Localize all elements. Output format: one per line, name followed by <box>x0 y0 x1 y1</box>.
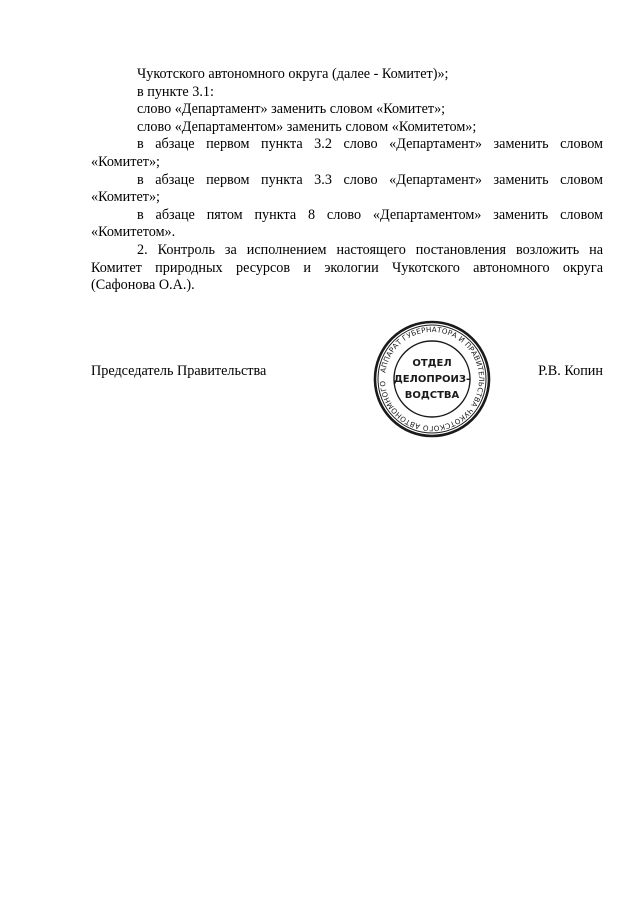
stamp-center-line: ДЕЛОПРОИЗ- <box>393 374 471 385</box>
signatory-title: Председатель Правительства <box>91 363 267 379</box>
signature-block <box>91 363 603 383</box>
text-line: в абзаце пятом пункта 8 слово «Департаментом» заменить словом <box>137 206 603 223</box>
document-body <box>91 66 603 295</box>
text-line: 2. Контроль за исполнением настоящего постановления возложить на <box>137 241 603 258</box>
stamp-center-line: ВОДСТВА <box>404 390 460 401</box>
text-line: в пункте 3.1: <box>137 83 214 100</box>
text-line: Чукотского автономного округа (далее - Комитет)»; <box>137 66 449 82</box>
text-line: «Комитетом». <box>91 224 176 241</box>
text-line: слово «Департаментом» заменить словом «Комитетом»; <box>137 118 477 135</box>
text-line: «Комитет»; <box>91 189 160 206</box>
stamp-seal <box>365 319 499 439</box>
text-line: в абзаце первом пункта 3.3 слово «Департамент» заменить словом <box>137 171 603 188</box>
text-line: слово «Департамент» заменить словом «Комитет»; <box>137 101 446 118</box>
stamp-outer-text: АППАРАТ ГУБЕРНАТОРА И ПРАВИТЕЛЬСТВА ЧУКОТСКОГО АВТОНОМНОГО <box>377 324 487 434</box>
text-line: Комитет природных ресурсов и экологии Чукотского автономного округа <box>91 259 603 276</box>
text-line: (Сафонова О.А.). <box>91 277 195 294</box>
stamp-center-line: ОТДЕЛ <box>412 358 452 369</box>
text-line: «Комитет»; <box>91 153 160 170</box>
text-line: в абзаце первом пункта 3.2 слово «Департамент» заменить словом <box>137 136 603 153</box>
official-stamp <box>365 319 499 439</box>
signatory-name: Р.В. Копин <box>538 363 603 379</box>
